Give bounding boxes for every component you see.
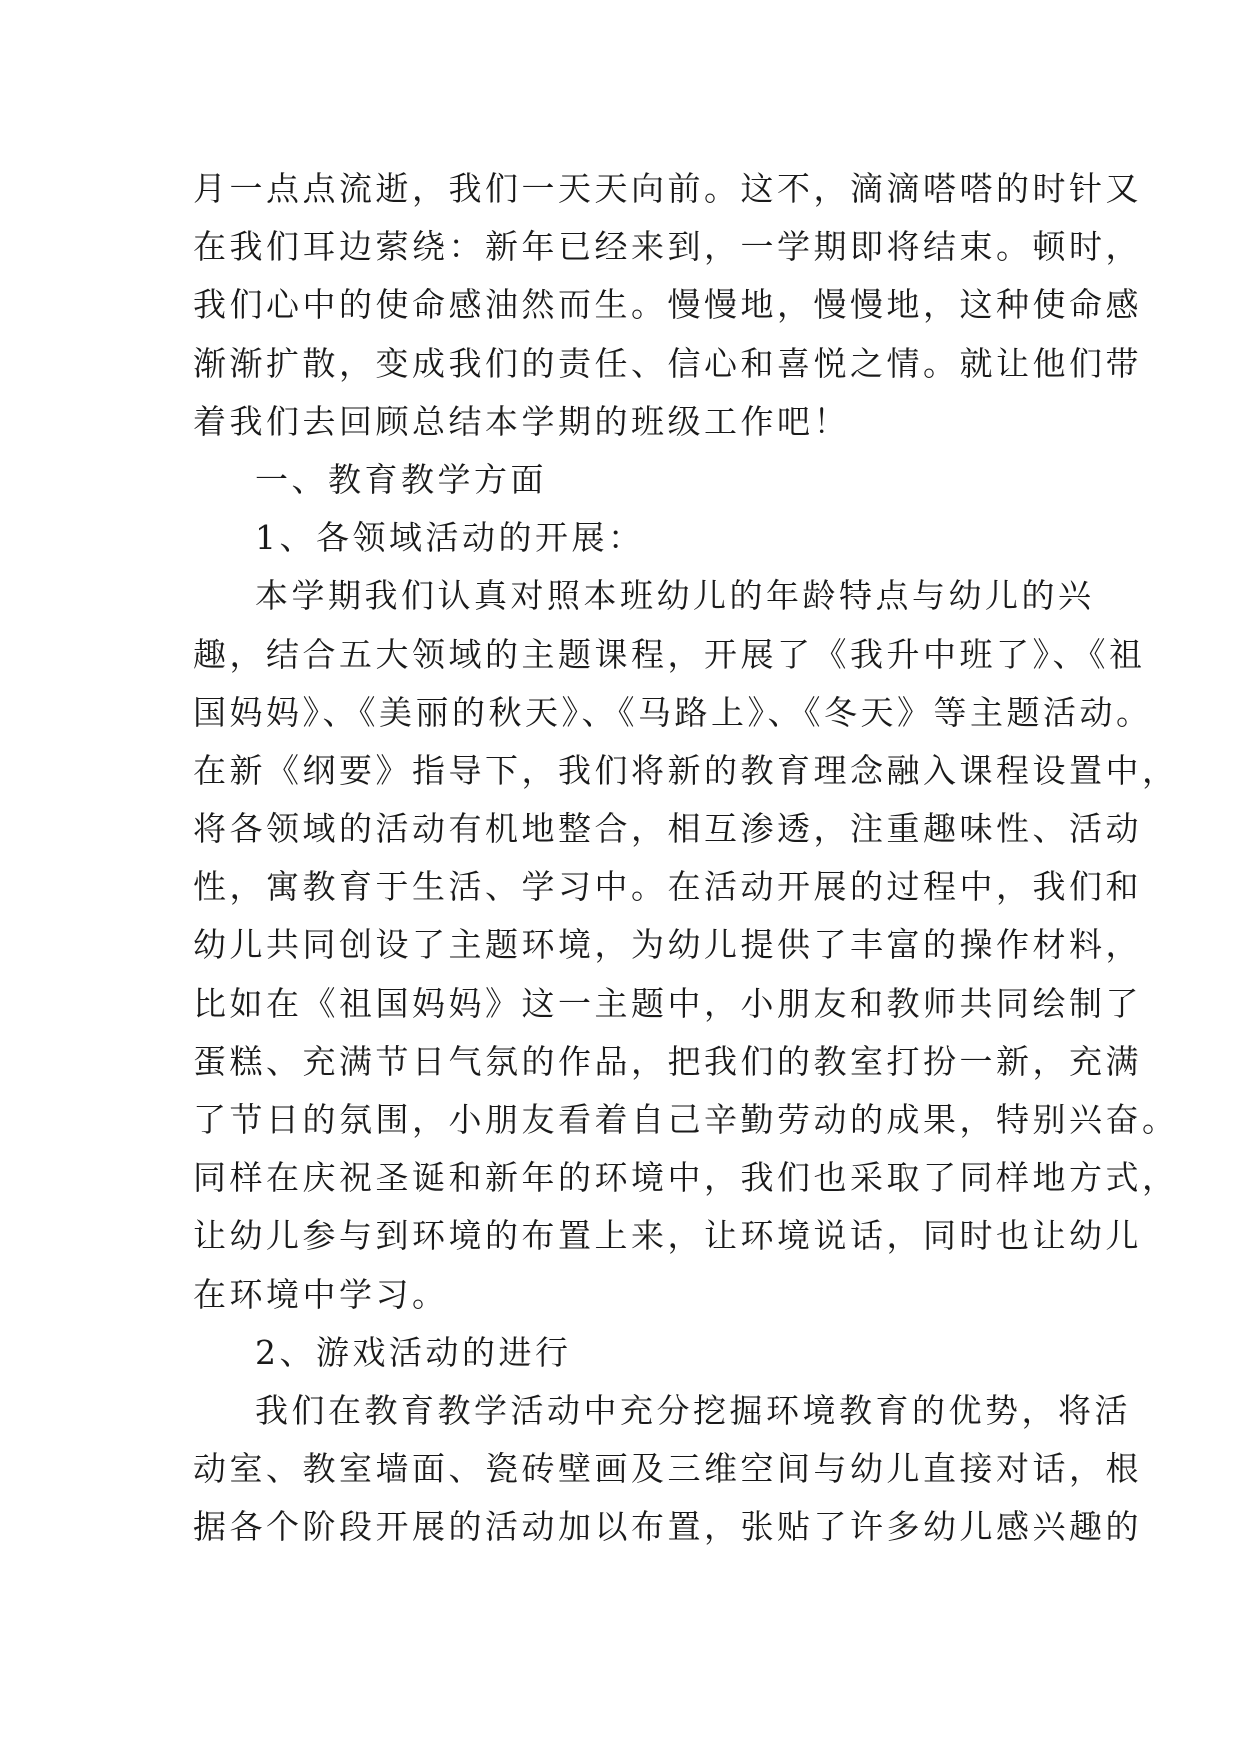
text-line: 让幼儿参与到环境的布置上来，让环境说话，同时也让幼儿 <box>193 1216 1142 1256</box>
text-line: 趣，结合五大领域的主题课程，开展了《我升中班了》、《祖 <box>193 634 1146 674</box>
text-line: 一、教育教学方面 <box>255 459 547 499</box>
text-line: 同样在庆祝圣诞和新年的环境中，我们也采取了同样地方式， <box>193 1158 1179 1198</box>
text-line: 渐渐扩散，变成我们的责任、信心和喜悦之情。就让他们带 <box>193 343 1142 383</box>
text-line: 在环境中学习。 <box>193 1274 449 1314</box>
text-line: 动室、教室墙面、瓷砖壁画及三维空间与幼儿直接对话，根 <box>193 1449 1142 1489</box>
text-line: 我们在教育教学活动中充分挖掘环境教育的优势，将活 <box>255 1390 1131 1430</box>
text-line: 比如在《祖国妈妈》这一主题中，小朋友和教师共同绘制了 <box>193 983 1142 1023</box>
text-line: 本学期我们认真对照本班幼儿的年龄特点与幼儿的兴 <box>255 576 1095 616</box>
text-line: 在新《纲要》指导下，我们将新的教育理念融入课程设置中， <box>193 750 1179 790</box>
text-line: 月一点点流逝，我们一天天向前。这不，滴滴嗒嗒的时针又 <box>193 169 1142 208</box>
text-line: 我们心中的使命感油然而生。慢慢地，慢慢地，这种使命感 <box>193 285 1142 325</box>
text-line: 将各领域的活动有机地整合，相互渗透，注重趣味性、活动 <box>193 809 1142 849</box>
text-line: 1、各领域活动的开展： <box>255 518 645 558</box>
text-line: 据各个阶段开展的活动加以布置，张贴了许多幼儿感兴趣的 <box>193 1507 1142 1547</box>
text-line: 幼儿共同创设了主题环境，为幼儿提供了丰富的操作材料， <box>193 925 1142 965</box>
text-line: 了节日的氛围，小朋友看着自己辛勤劳动的成果，特别兴奋。 <box>193 1100 1179 1139</box>
text-line: 蛋糕、充满节日气氛的作品，把我们的教室打扮一新，充满 <box>193 1041 1142 1081</box>
text-line: 2、游戏活动的进行 <box>255 1332 572 1372</box>
text-line: 在我们耳边萦绕：新年已经来到，一学期即将结束。顿时， <box>193 227 1142 267</box>
document-body <box>193 160 1179 1557</box>
text-line: 国妈妈》、《美丽的秋天》、《马路上》、《冬天》等主题活动。 <box>193 692 1153 732</box>
text-line: 着我们去回顾总结本学期的班级工作吧！ <box>193 401 850 441</box>
text-line: 性，寓教育于生活、学习中。在活动开展的过程中，我们和 <box>193 867 1142 907</box>
